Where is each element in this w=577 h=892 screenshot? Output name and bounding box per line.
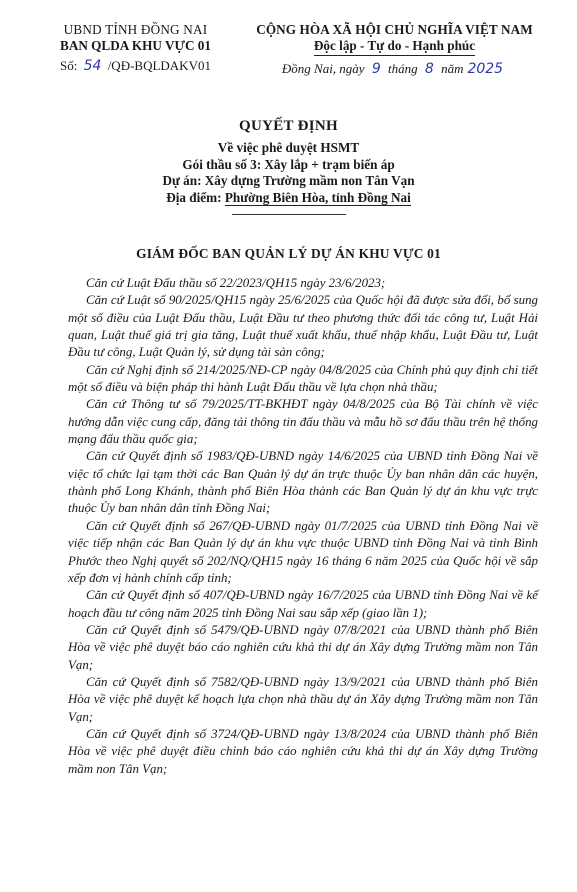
year-label: năm [441, 61, 464, 76]
number-prefix: Số: [60, 58, 78, 73]
document-title: QUYẾT ĐỊNH [239, 118, 338, 134]
parent-organization: UBND TỈNH ĐỒNG NAI [63, 22, 208, 37]
national-title: CỘNG HÒA XÃ HỘI CHỦ NGHĨA VIỆT NAM [256, 22, 533, 37]
subject-line-1: Về việc phê duyệt HSMT [217, 140, 360, 155]
legal-basis-paragraph: Căn cứ Quyết định số 5479/QĐ-UBND ngày 07/8/2021 của UBND thành phố Biên Hòa về việc phê duyệt báo cáo nghiên cứu khả thi dự án Xây dựng Trường mầm non Tân Vạn; [68, 622, 538, 672]
handwritten-month: 8 [424, 61, 434, 77]
legal-basis-paragraph: Căn cứ Nghị định số 214/2025/NĐ-CP ngày 04/8/2025 của Chính phủ quy định chi tiết một số điều và biện pháp thi hành Luật Đấu thầu về lựa chọn nhà thầu; [68, 362, 538, 395]
number-suffix: /QĐ-BQLDAKV01 [107, 58, 211, 73]
legal-basis-paragraph: Căn cứ Luật số 90/2025/QH15 ngày 25/6/2025 của Quốc hội đã được sửa đổi, bổ sung một số điều của Luật Đấu thầu, Luật Đầu tư theo phương thức đối tác công tư, Luật Hải quan, Luật thuế giá trị gia tăng, Luật thuế xuất khẩu, thuế nhập khẩu, Luật Đầu tư, Luật Đầu tư công, Luật Quản lý, sử dụng tài sản công; [68, 293, 538, 360]
legal-basis-body [68, 275, 538, 778]
legal-basis-paragraph: Căn cứ Quyết định số 1983/QĐ-UBND ngày 14/6/2025 của UBND tỉnh Đồng Nai về việc tổ chức lại tạm thời các Ban Quản lý dự án trực thuộc Ủy ban nhân dân các huyện, thành phố Long Khánh, thành phố Biên Hòa thành các Ban Quản lý dự án khu vực trực thuộc Ủy ban nhân dân tỉnh Đồng Nai; [68, 449, 538, 516]
legal-basis-paragraph: Căn cứ Quyết định số 267/QĐ-UBND ngày 01/7/2025 của UBND tỉnh Đồng Nai về việc tiếp nhận các Ban Quản lý dự án khu vực thuộc UBND tỉnh Đồng Nai và tỉnh Bình Phước theo Nghị quyết số 202/NQ/QH15 ngày 16 tháng 6 năm 2025 của Quốc hội về sắp xếp đơn vị hành chính cấp tỉnh; [68, 518, 538, 585]
director-heading: GIÁM ĐỐC BAN QUẢN LÝ DỰ ÁN KHU VỰC 01 [136, 246, 441, 261]
location-value: Phường Biên Hòa, tỉnh Đồng Nai [224, 189, 411, 205]
subject-location [0, 190, 577, 207]
location-label: Địa điểm: [166, 189, 222, 205]
issuing-unit: BAN QLDA KHU VỰC 01 [60, 38, 211, 53]
subject-line-2: Gói thầu số 3: Xây lắp + trạm biến áp [182, 156, 395, 172]
document-subject [0, 140, 577, 206]
document-number [28, 58, 243, 74]
issuing-agency-block [28, 22, 243, 74]
handwritten-number: 54 [83, 58, 102, 74]
subject-line-3: Dự án: Xây dựng Trường mầm non Tân Vạn [162, 173, 415, 188]
legal-basis-paragraph: Căn cứ Quyết định số 3724/QĐ-UBND ngày 13/8/2024 của UBND thành phố Biên Hòa về việc phê duyệt điều chỉnh báo cáo nghiên cứu khả thi dự án Xây dựng Trường mầm non Tân Vạn; [68, 726, 538, 776]
national-header-block [222, 22, 567, 77]
issue-date [222, 61, 567, 77]
national-motto: Độc lập - Tự do - Hạnh phúc [314, 38, 475, 56]
date-place: Đồng Nai, ngày [281, 61, 365, 76]
legal-basis-paragraph: Căn cứ Quyết định số 407/QĐ-UBND ngày 16/7/2025 của UBND tỉnh Đồng Nai về kế hoạch đầu tư công năm 2025 tỉnh Đồng Nai sau sắp xếp (giao lần 1); [68, 588, 538, 620]
title-divider [232, 214, 346, 215]
legal-basis-paragraph: Căn cứ Quyết định số 7582/QĐ-UBND ngày 13/9/2021 của UBND thành phố Biên Hòa về việc phê duyệt kế hoạch lựa chọn nhà thầu dự án Xây dựng Trường mầm non Tân Vạn; [68, 674, 538, 724]
legal-basis-paragraph: Căn cứ Thông tư số 79/2025/TT-BKHĐT ngày 04/8/2025 của Bộ Tài chính về việc hướng dẫn việc cung cấp, đăng tải thông tin đấu thầu và mẫu hồ sơ đấu thầu trên hệ thống mạng đấu thầu quốc gia; [68, 397, 538, 447]
handwritten-year: 2025 [467, 61, 504, 77]
handwritten-day: 9 [371, 61, 381, 77]
legal-basis-paragraph: Căn cứ Luật Đấu thầu số 22/2023/QH15 ngày 23/6/2023; [86, 276, 386, 290]
month-label: tháng [388, 61, 418, 76]
